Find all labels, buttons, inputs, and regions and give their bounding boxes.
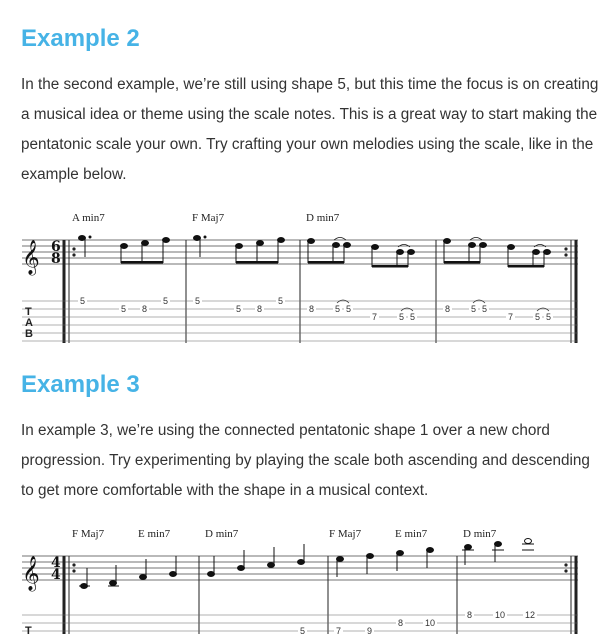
tab-number: 5 (410, 312, 416, 322)
chord-symbol: E min7 (395, 528, 428, 540)
tab-number: 5 (236, 304, 242, 314)
chord-symbol: A min7 (72, 212, 105, 224)
barlines (64, 240, 576, 343)
tab-number: 5 (80, 296, 86, 306)
tab-number: 7 (336, 626, 342, 634)
paragraph-line: In the second example, we’re still using shape 5, but this time the focus is on creating (21, 76, 599, 93)
chord-symbol: D min7 (463, 528, 497, 540)
tab-number: 7 (508, 312, 514, 322)
paragraph-line: a musical idea or theme using the scale notes. This is a great way to start making the (21, 106, 598, 123)
paragraph-line: to get more comfortable with the shape in a musical context. (21, 482, 429, 499)
chord-symbol: F Maj7 (72, 528, 105, 540)
chord-symbol: E min7 (138, 528, 171, 540)
tab-label-b: B (25, 328, 33, 340)
example-2-paragraph (21, 70, 599, 190)
tab-number: 5 (300, 626, 306, 634)
notes-measure-3 (308, 238, 415, 268)
paragraph-line: progression. Try experimenting by playing the scale both ascending and descending (21, 452, 590, 469)
tab-label-t: T (25, 306, 32, 318)
tab-number: 7 (372, 312, 378, 322)
treble-clef-icon: 𝄞 (22, 556, 40, 591)
tab-number: 8 (445, 304, 451, 314)
tab-number: 8 (142, 304, 148, 314)
tab-number: 5 (121, 304, 127, 314)
example-3-heading: Example 3 (21, 371, 140, 398)
tab-number: 5 (471, 304, 477, 314)
tab-number: 5 (399, 312, 405, 322)
notes-example-3 (79, 539, 534, 589)
tab-number: 10 (425, 618, 436, 628)
chord-symbol: F Maj7 (192, 212, 225, 224)
tab-number: 8 (398, 618, 404, 628)
chord-symbol: D min7 (205, 528, 239, 540)
example-3-paragraph (21, 416, 590, 506)
tab-number: 5 (535, 312, 541, 322)
example-3-score (0, 520, 600, 634)
tab-number: 10 (495, 610, 506, 620)
paragraph-line: example below. (21, 166, 127, 183)
paragraph-line: In example 3, we’re using the connected pentatonic shape 1 over a new chord (21, 422, 550, 439)
tab-label-t: T (25, 625, 32, 634)
tab-number: 8 (309, 304, 315, 314)
tab-label-a: A (25, 317, 33, 329)
chord-symbol: D min7 (306, 212, 340, 224)
time-signature-top: 4 (51, 555, 61, 571)
tab-number: 5 (278, 296, 284, 306)
tab-number: 5 (163, 296, 169, 306)
tab-number: 5 (346, 304, 352, 314)
tab-number: 5 (482, 304, 488, 314)
tab-number: 12 (525, 610, 536, 620)
treble-clef-icon: 𝄞 (22, 240, 40, 275)
tab-numbers (298, 610, 537, 634)
chord-symbol: F Maj7 (329, 528, 362, 540)
notes-measure-4 (444, 238, 551, 268)
time-signature-bottom: 4 (51, 567, 61, 583)
tab-number: 5 (546, 312, 552, 322)
time-signature-bottom: 8 (51, 251, 61, 267)
tab-number: 8 (257, 304, 263, 314)
example-2-heading: Example 2 (21, 25, 140, 52)
paragraph-line: pentatonic scale your own. Try crafting your own melodies using the scale, like in the (21, 136, 594, 153)
tab-number: 5 (195, 296, 201, 306)
tab-number: 8 (467, 610, 473, 620)
example-2-score (0, 205, 600, 345)
tab-number: 5 (335, 304, 341, 314)
time-signature-top: 6 (51, 239, 61, 255)
tab-number: 9 (367, 626, 373, 634)
